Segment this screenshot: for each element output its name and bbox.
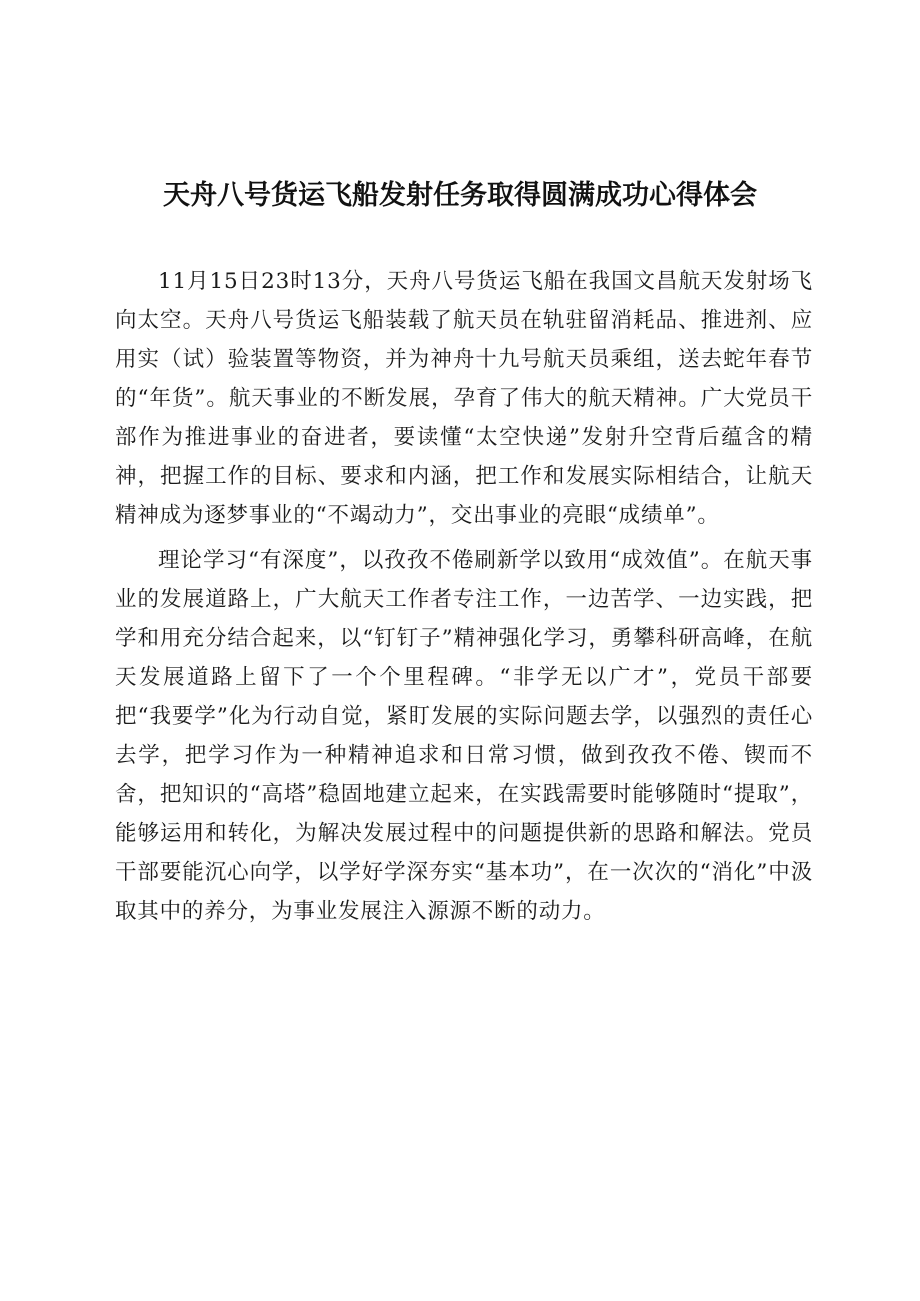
document-title: 天舟八号货运飞船发射任务取得圆满成功心得体会 <box>163 180 757 211</box>
paragraph-2: 理论学习“有深度”，以孜孜不倦刷新学以致用“成效值”。在航天事业的发展道路上，广大航天工作者专注工作，一边苦学、一边实践，把学和用充分结合起来，以“钉钉子”精神强化学习，勇攀科研高峰，在航天发展道路上留下了一个个里程碑。“非学无以广才”，党员干部要把“我要学”化为行动自觉，紧盯发展的实际问题去学，以强烈的责任心去学，把学习作为一种精神追求和日常习惯，做到孜孜不倦、锲而不舍，把知识的“高塔”稳固地建立起来，在实践需要时能够随时“提取”，能够运用和转化，为解决发展过程中的问题提供新的思路和解法。党员干部要能沉心向学，以学好学深夯实“基本功”，在一次次的“消化”中汲取其中的养分，为事业发展注入源源不断的动力。 <box>115 548 813 924</box>
document-body <box>115 262 813 937</box>
paragraph-1: 11月15日23时13分，天舟八号货运飞船在我国文昌航天发射场飞向太空。天舟八号货运飞船装载了航天员在轨驻留消耗品、推进剂、应用实（试）验装置等物资，并为神舟十九号航天员乘组，送去蛇年春节的“年货”。航天事业的不断发展，孕育了伟大的航天精神。广大党员干部作为推进事业的奋进者，要读懂“太空快递”发射升空背后蕴含的精神，把握工作的目标、要求和内涵，把工作和发展实际相结合，让航天精神成为逐梦事业的“不竭动力”，交出事业的亮眼“成绩单”。 <box>115 269 813 528</box>
